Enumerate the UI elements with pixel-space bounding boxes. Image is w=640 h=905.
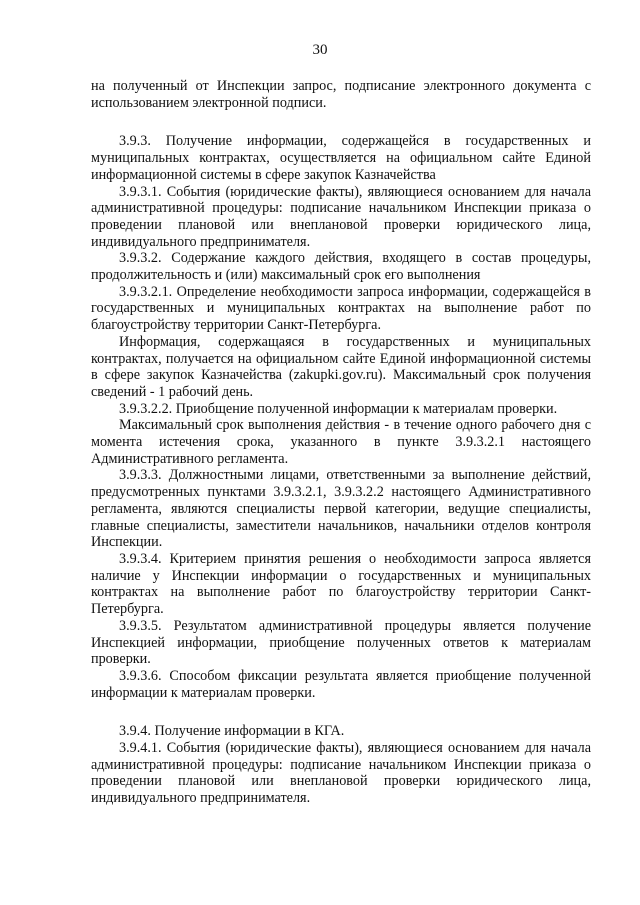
paragraph-3-9-3-2: 3.9.3.2. Содержание каждого действия, входящего в состав процедуры, продолжительность и (или) максимальный срок его выполнения — [91, 250, 591, 284]
paragraph-continuation: на полученный от Инспекции запрос, подписание электронного документа с использованием электронной подписи. — [91, 78, 591, 111]
paragraph-3-9-3: 3.9.3. Получение информации, содержащейся в государственных и муниципальных контрактах, осуществляется на официальном сайте Единой информационной системы в сфере закупок Казначейства — [91, 133, 591, 183]
paragraph-3-9-3-6: 3.9.3.6. Способом фиксации результата является приобщение полученной информации к материалам проверки. — [91, 667, 591, 701]
paragraph-3-9-4-1: 3.9.4.1. События (юридические факты), являющиеся основанием для начала административной процедуры: подписание начальником Инспекции приказа о проведении плановой или внеплановой проверки юридического лица, индивидуального предпринимателя. — [91, 740, 591, 807]
paragraph-3-9-3-5: 3.9.3.5. Результатом административной процедуры является получение Инспекцией информации, приобщение полученных ответов к материалам проверки. — [91, 617, 591, 668]
page-number: 30 — [312, 42, 328, 58]
paragraph-3-9-3-4: 3.9.3.4. Критерием принятия решения о необходимости запроса является наличие у Инспекции информации о государственных и муниципальных контрактах на выполнение работ по благоустройству территории Санкт-Петербурга. — [91, 550, 591, 618]
paragraph-3-9-3-3: 3.9.3.3. Должностными лицами, ответственными за выполнение действий, предусмотренных пунктами 3.9.3.2.1, 3.9.3.2.2 настоящего Административного регламента, являются специалисты первой категории, ведущие специалисты, главные специалисты, заместители начальников, начальники отделов контроля Инспекции. — [91, 467, 591, 551]
paragraph-3-9-3-2-2: 3.9.3.2.2. Приобщение полученной информации к материалам проверки. — [119, 400, 558, 417]
paragraph-max-term: Максимальный срок выполнения действия - в течение одного рабочего дня с момента истечения срока, указанного в пункте 3.9.3.2.1 настоящего Административного регламента. — [91, 417, 591, 467]
document-body — [91, 78, 591, 807]
paragraph-3-9-4: 3.9.4. Получение информации в КГА. — [119, 723, 345, 740]
paragraph-3-9-3-2-1: 3.9.3.2.1. Определение необходимости запроса информации, содержащейся в государственных и муниципальных контрактах на выполнение работ по благоустройству территории Санкт-Петербурга. — [91, 283, 591, 334]
paragraph-information-source: Информация, содержащаяся в государственных и муниципальных контрактах, получается на официальном сайте Единой информационной системы в сфере закупок Казначейства (zakupki.gov.ru). Максимальный срок получения сведений - 1 рабочий день. — [91, 333, 591, 400]
paragraph-3-9-3-1: 3.9.3.1. События (юридические факты), являющиеся основанием для начала административной процедуры: подписание начальником Инспекции приказа о проведении плановой или внеплановой проверки юридического лица, индивидуального предпринимателя. — [91, 183, 591, 250]
